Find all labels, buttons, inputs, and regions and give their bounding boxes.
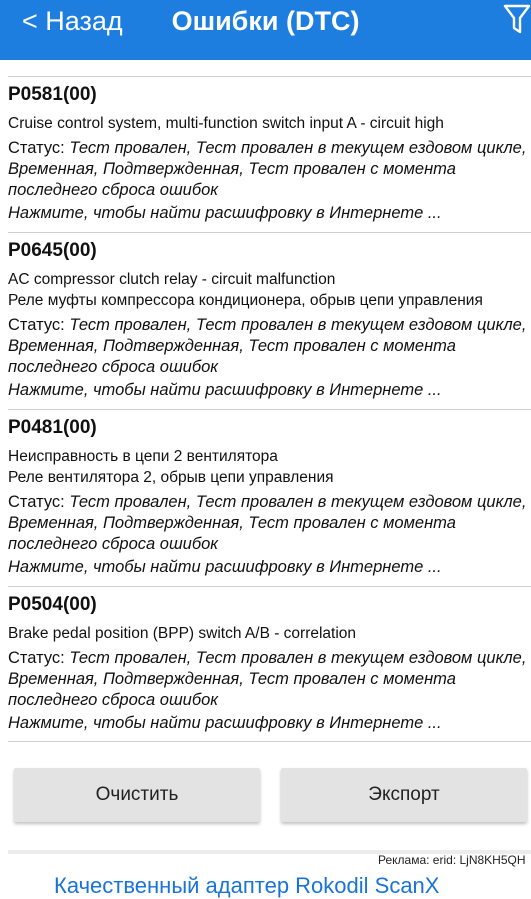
dtc-code: P0645(00)	[8, 240, 97, 261]
dtc-description: Реле вентилятора 2, обрыв цепи управления	[8, 469, 334, 486]
status-label: Статус:	[8, 316, 65, 334]
back-button[interactable]: < Назад	[22, 6, 123, 36]
dtc-description: Неисправность в цепи 2 вентилятора	[8, 448, 278, 465]
clear-button[interactable]: Очистить	[14, 768, 260, 822]
app-bar	[0, 0, 531, 60]
status-value: Тест провален, Тест провален в текущем ездовом цикле, Временная, Подтвержденная, Тест провален с момента последнего сброса ошибок	[8, 649, 527, 709]
lookup-online-link[interactable]: Нажмите, чтобы найти расшифровку в Интернете ...	[8, 381, 442, 399]
dtc-list	[8, 76, 531, 742]
filter-icon[interactable]	[502, 2, 531, 36]
status-label: Статус:	[8, 139, 65, 157]
lookup-online-link[interactable]: Нажмите, чтобы найти расшифровку в Интернете ...	[8, 558, 442, 576]
list-divider	[8, 741, 531, 742]
dtc-item[interactable]	[8, 586, 531, 742]
ad-label: Реклама: erid: LjN8KH5QH	[378, 853, 526, 867]
dtc-item[interactable]	[8, 409, 531, 586]
dtc-status	[8, 138, 531, 201]
ad-link[interactable]: Качественный адаптер Rokodil ScanX	[54, 873, 440, 898]
export-button[interactable]: Экспорт	[281, 768, 527, 822]
dtc-description: Реле муфты компрессора кондиционера, обрыв цепи управления	[8, 292, 483, 309]
dtc-code: P0481(00)	[8, 417, 97, 438]
dtc-status	[8, 648, 531, 711]
dtc-description: Brake pedal position (BPP) switch A/B - correlation	[8, 625, 357, 642]
page-title: Ошибки (DTC)	[171, 6, 360, 36]
dtc-status	[8, 315, 531, 378]
status-value: Тест провален, Тест провален в текущем ездовом цикле, Временная, Подтвержденная, Тест провален с момента последнего сброса ошибок	[8, 139, 527, 199]
status-label: Статус:	[8, 493, 65, 511]
dtc-item[interactable]	[8, 76, 531, 232]
dtc-item[interactable]	[8, 232, 531, 409]
lookup-online-link[interactable]: Нажмите, чтобы найти расшифровку в Интернете ...	[8, 714, 442, 732]
status-value: Тест провален, Тест провален в текущем ездовом цикле, Временная, Подтвержденная, Тест провален с момента последнего сброса ошибок	[8, 493, 527, 553]
lookup-online-link[interactable]: Нажмите, чтобы найти расшифровку в Интернете ...	[8, 204, 442, 222]
dtc-code: P0504(00)	[8, 594, 97, 615]
dtc-code: P0581(00)	[8, 84, 97, 105]
dtc-description: AC compressor clutch relay - circuit malfunction	[8, 271, 336, 288]
dtc-status	[8, 492, 531, 555]
status-label: Статус:	[8, 649, 65, 667]
status-value: Тест провален, Тест провален в текущем ездовом цикле, Временная, Подтвержденная, Тест провален с момента последнего сброса ошибок	[8, 316, 527, 376]
dtc-description: Cruise control system, multi-function switch input A - circuit high	[8, 115, 444, 132]
